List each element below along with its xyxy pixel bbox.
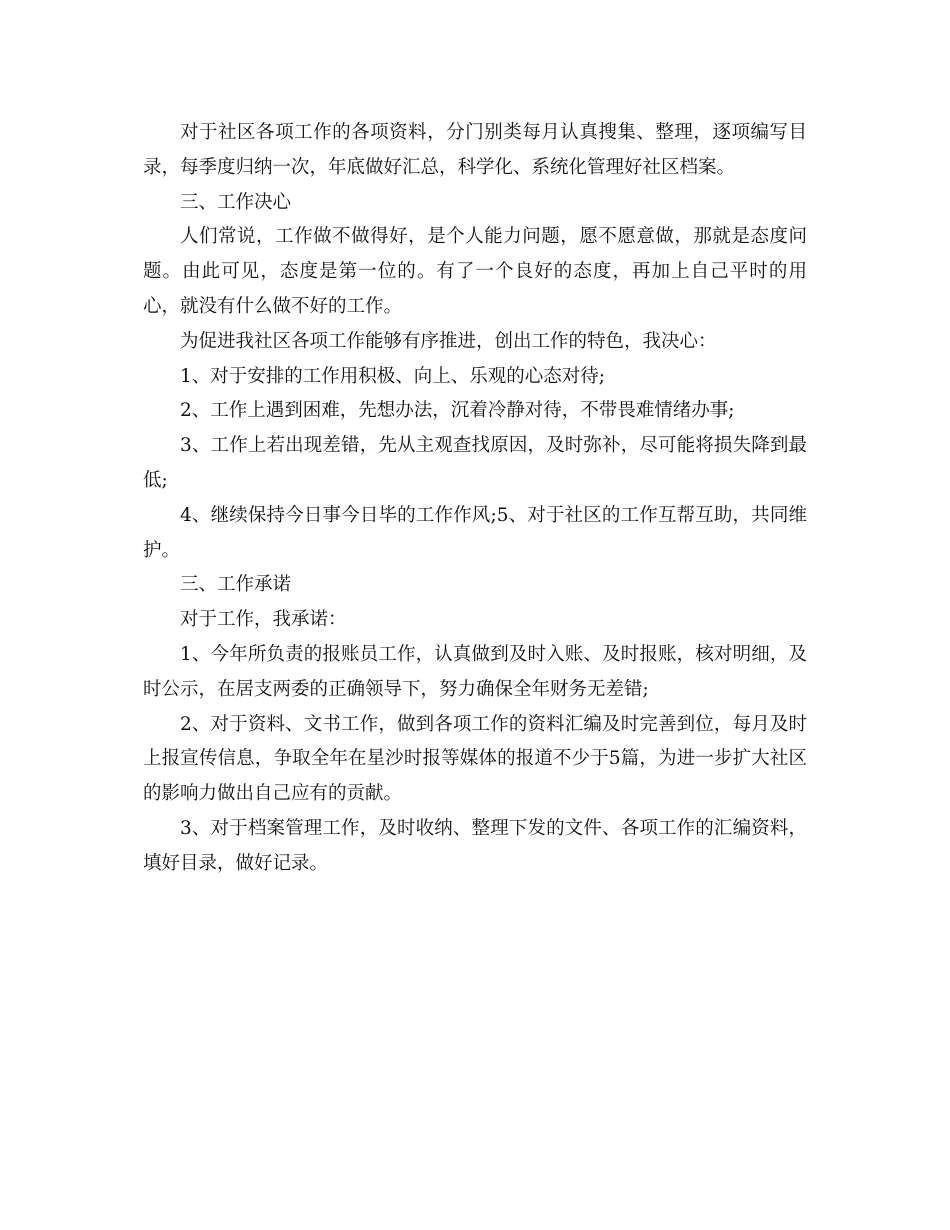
paragraph-archive-management: 对于社区各项工作的各项资料，分门别类每月认真搜集、整理，逐项编写目录，每季度归纳一次，年底做好汇总，科学化、系统化管理好社区档案。	[143, 122, 807, 178]
section-heading-work-determination: 三、工作决心	[180, 191, 292, 213]
paragraph-determination-intro: 为促进我社区各项工作能够有序推进，创出工作的特色，我决心：	[180, 330, 717, 352]
list-item-commitment-1: 1、今年所负责的报账员工作，认真做到及时入账、及时报账，核对明细，及时公示，在居支两委的正确领导下，努力确保全年财务无差错;	[143, 643, 807, 700]
document-page	[143, 116, 807, 882]
paragraph-attitude: 人们常说，工作做不做得好，是个人能力问题，愿不愿意做，那就是态度问题。由此可见，态度是第一位的。有了一个良好的态度，再加上自己平时的用心，就没有什么做不好的工作。	[143, 226, 807, 317]
paragraph-commitment-intro: 对于工作，我承诺：	[180, 609, 347, 631]
list-item-determination-4-5: 4、继续保持今日事今日毕的工作作风;5、对于社区的工作互帮互助，共同维护。	[143, 504, 807, 561]
section-heading-work-commitment: 三、工作承诺	[180, 574, 292, 596]
list-item-commitment-3: 3、对于档案管理工作，及时收纳、整理下发的文件、各项工作的汇编资料，填好目录，做好记录。	[143, 817, 807, 874]
list-item-determination-2: 2、工作上遇到困难，先想办法，沉着冷静对待，不带畏难情绪办事;	[180, 400, 735, 422]
list-item-determination-3: 3、工作上若出现差错，先从主观查找原因，及时弥补，尽可能将损失降到最低;	[143, 435, 807, 491]
list-item-commitment-2: 2、对于资料、文书工作，做到各项工作的资料汇编及时完善到位，每月及时上报宣传信息，争取全年在星沙时报等媒体的报道不少于5篇，为进一步扩大社区的影响力做出自己应有的贡献。	[143, 713, 807, 805]
list-item-determination-1: 1、对于安排的工作用积极、向上、乐观的心态对待;	[180, 365, 606, 387]
